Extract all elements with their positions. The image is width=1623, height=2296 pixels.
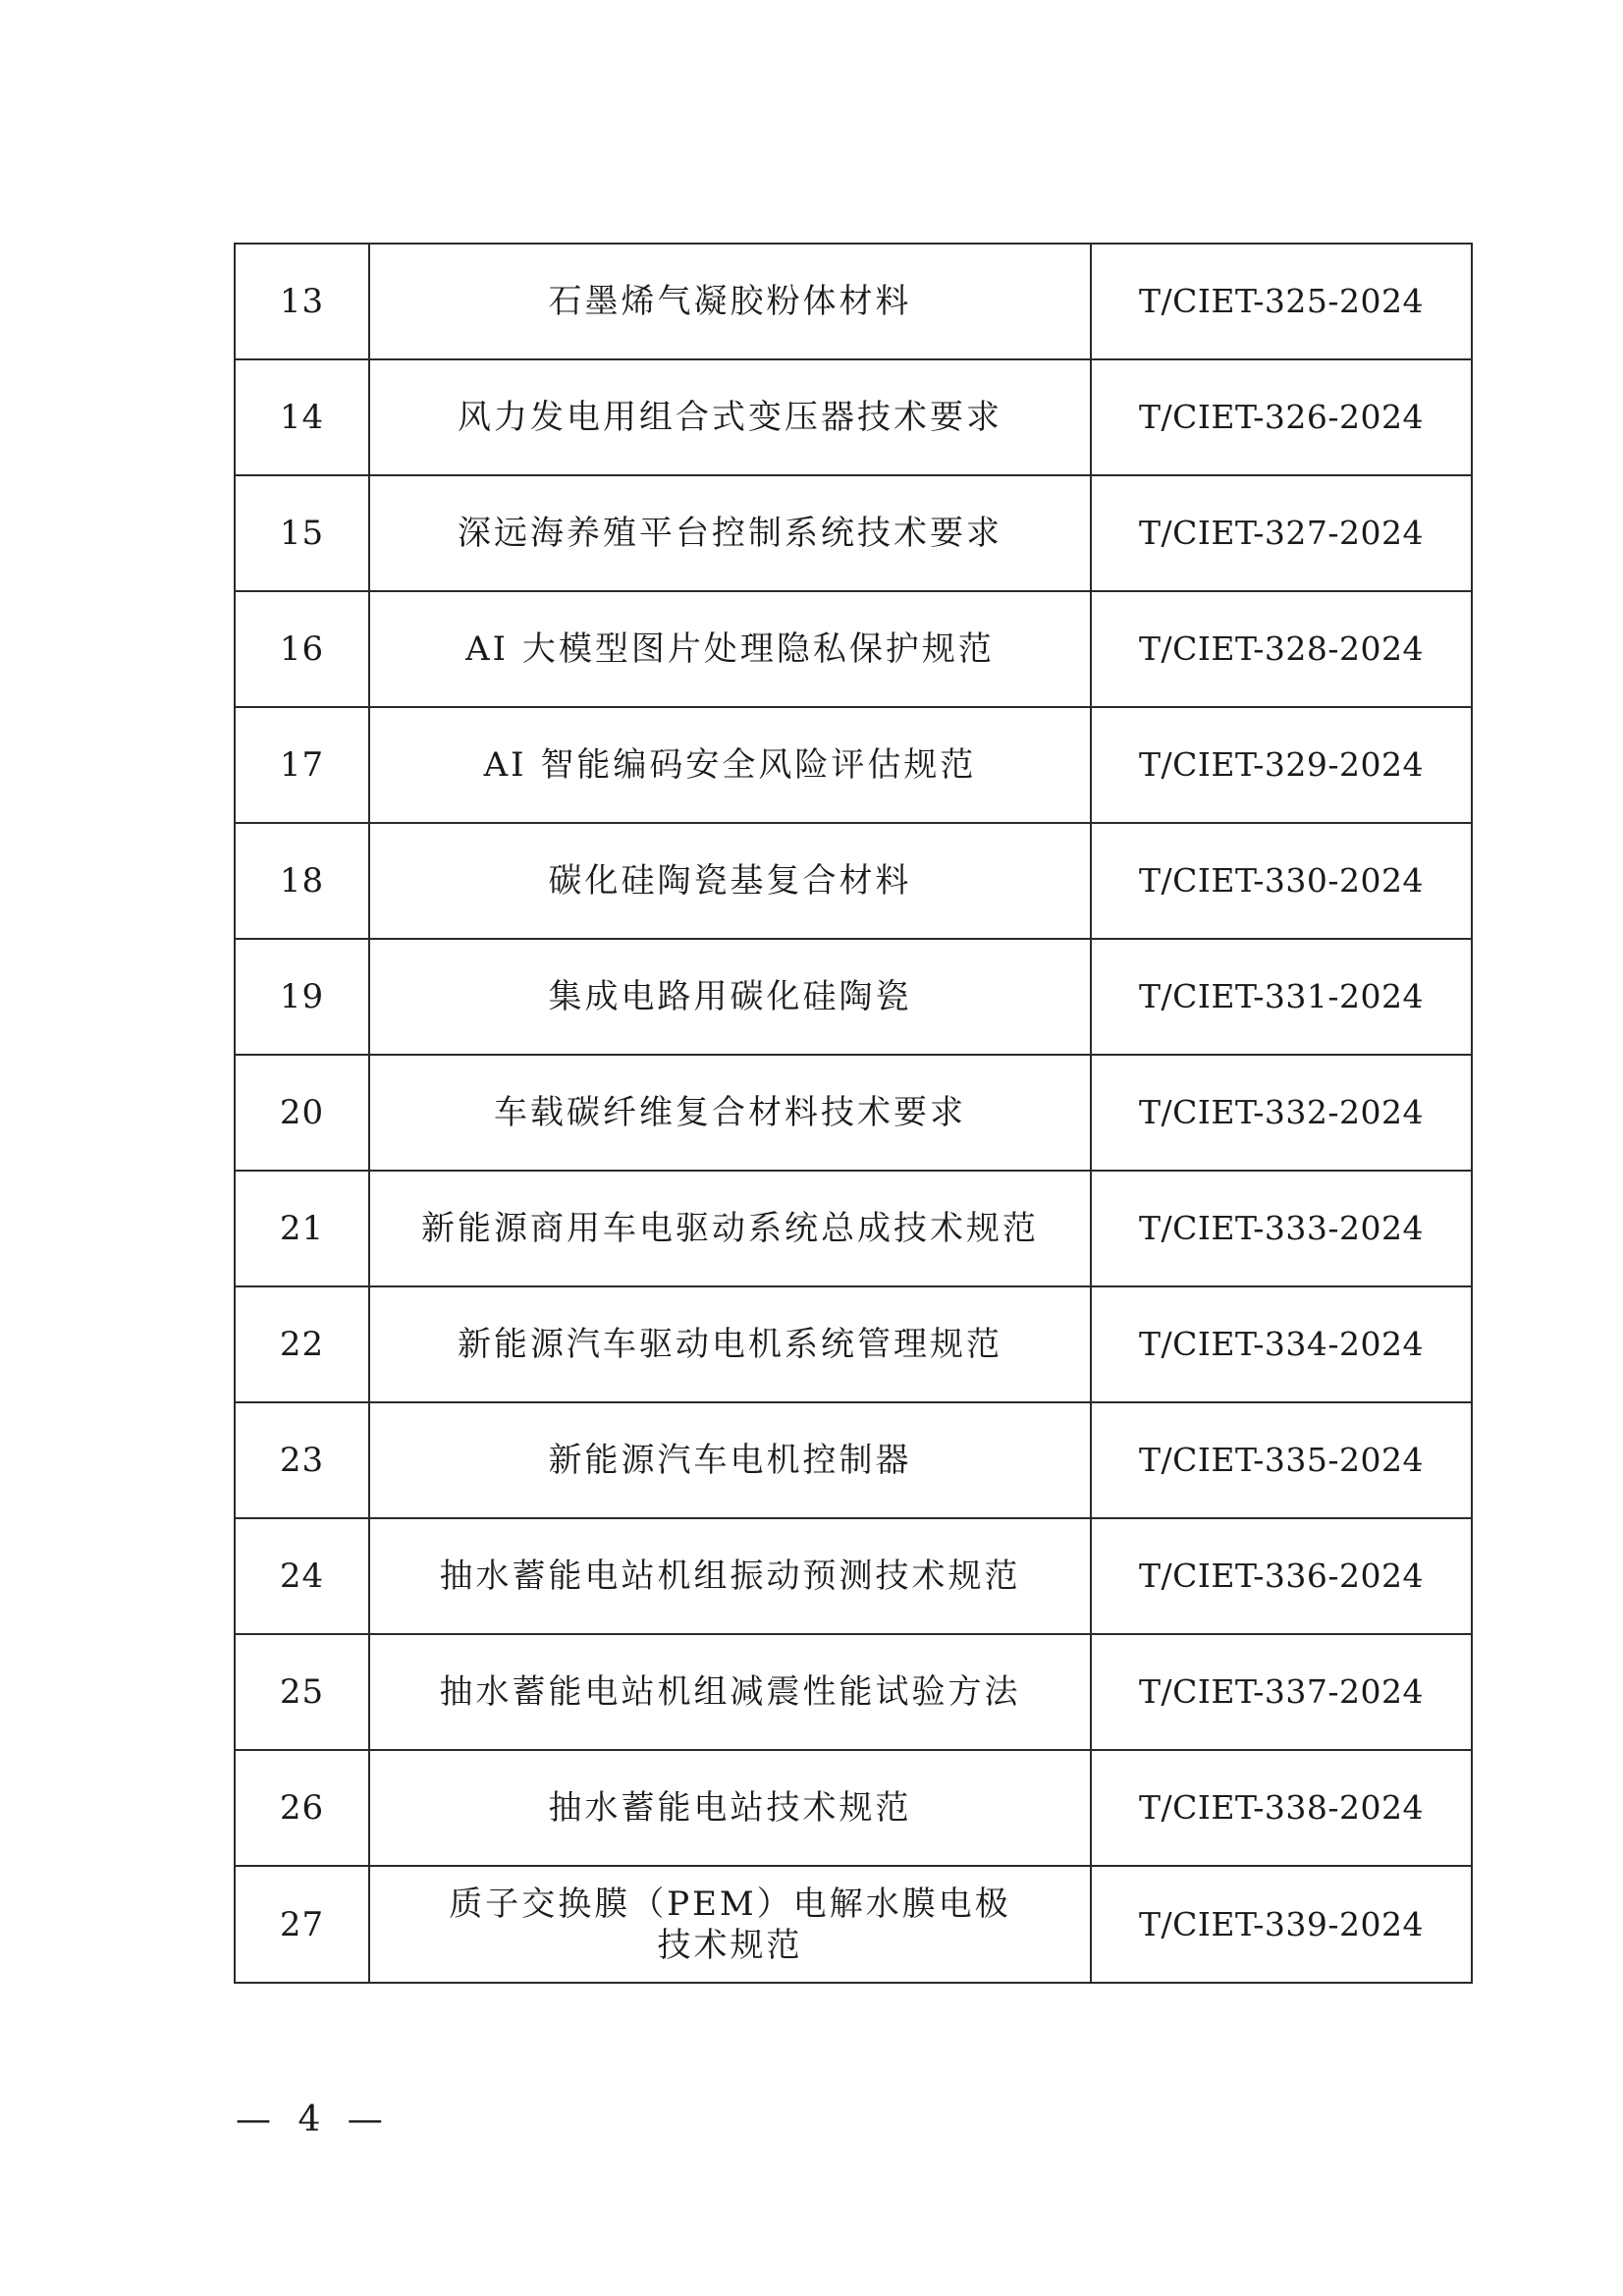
standard-name	[369, 1866, 1091, 1983]
row-number: 21	[235, 1171, 369, 1286]
table-row	[235, 1171, 1472, 1286]
table-row	[235, 591, 1472, 707]
standard-code: T/CIET-332-2024	[1091, 1055, 1472, 1171]
table-row	[235, 707, 1472, 823]
table-row	[235, 939, 1472, 1055]
row-number: 26	[235, 1750, 369, 1866]
standard-name: 新能源汽车电机控制器	[369, 1402, 1091, 1518]
standard-code: T/CIET-336-2024	[1091, 1518, 1472, 1634]
standard-code: T/CIET-334-2024	[1091, 1286, 1472, 1402]
standard-name: 风力发电用组合式变压器技术要求	[369, 359, 1091, 475]
row-number: 15	[235, 475, 369, 591]
table-row	[235, 1750, 1472, 1866]
standard-code: T/CIET-327-2024	[1091, 475, 1472, 591]
standard-code: T/CIET-338-2024	[1091, 1750, 1472, 1866]
table-row	[235, 359, 1472, 475]
standard-code: T/CIET-333-2024	[1091, 1171, 1472, 1286]
standard-name: 集成电路用碳化硅陶瓷	[369, 939, 1091, 1055]
page-number: — 4 —	[236, 2100, 391, 2140]
table-row	[235, 1055, 1472, 1171]
row-number: 20	[235, 1055, 369, 1171]
standard-name: AI 大模型图片处理隐私保护规范	[369, 591, 1091, 707]
row-number: 19	[235, 939, 369, 1055]
row-number: 22	[235, 1286, 369, 1402]
standard-name: 新能源汽车驱动电机系统管理规范	[369, 1286, 1091, 1402]
row-number: 17	[235, 707, 369, 823]
standard-code: T/CIET-330-2024	[1091, 823, 1472, 939]
table-row	[235, 1866, 1472, 1983]
row-number: 24	[235, 1518, 369, 1634]
table-row	[235, 1518, 1472, 1634]
standard-code: T/CIET-325-2024	[1091, 244, 1472, 359]
table-row	[235, 1286, 1472, 1402]
standard-name: 新能源商用车电驱动系统总成技术规范	[369, 1171, 1091, 1286]
row-number: 13	[235, 244, 369, 359]
standard-name: 抽水蓄能电站技术规范	[369, 1750, 1091, 1866]
standard-name: AI 智能编码安全风险评估规范	[369, 707, 1091, 823]
row-number: 27	[235, 1866, 369, 1983]
row-number: 14	[235, 359, 369, 475]
standard-code: T/CIET-331-2024	[1091, 939, 1472, 1055]
standards-table	[234, 243, 1473, 1984]
table-row	[235, 823, 1472, 939]
standard-name-line-1: 质子交换膜（PEM）电解水膜电极	[449, 1884, 1011, 1924]
row-number: 25	[235, 1634, 369, 1750]
standard-code: T/CIET-339-2024	[1091, 1866, 1472, 1983]
standard-name-line-2: 技术规范	[657, 1925, 803, 1965]
standard-name: 碳化硅陶瓷基复合材料	[369, 823, 1091, 939]
standard-name: 抽水蓄能电站机组振动预测技术规范	[369, 1518, 1091, 1634]
row-number: 23	[235, 1402, 369, 1518]
table-row	[235, 1402, 1472, 1518]
table-row	[235, 1634, 1472, 1750]
standard-name: 车载碳纤维复合材料技术要求	[369, 1055, 1091, 1171]
standard-code: T/CIET-328-2024	[1091, 591, 1472, 707]
standard-code: T/CIET-329-2024	[1091, 707, 1472, 823]
standard-code: T/CIET-335-2024	[1091, 1402, 1472, 1518]
row-number: 18	[235, 823, 369, 939]
standard-code: T/CIET-337-2024	[1091, 1634, 1472, 1750]
table-row	[235, 475, 1472, 591]
row-number: 16	[235, 591, 369, 707]
standard-name: 深远海养殖平台控制系统技术要求	[369, 475, 1091, 591]
standard-code: T/CIET-326-2024	[1091, 359, 1472, 475]
standard-name: 石墨烯气凝胶粉体材料	[369, 244, 1091, 359]
standard-name: 抽水蓄能电站机组减震性能试验方法	[369, 1634, 1091, 1750]
table-row	[235, 244, 1472, 359]
